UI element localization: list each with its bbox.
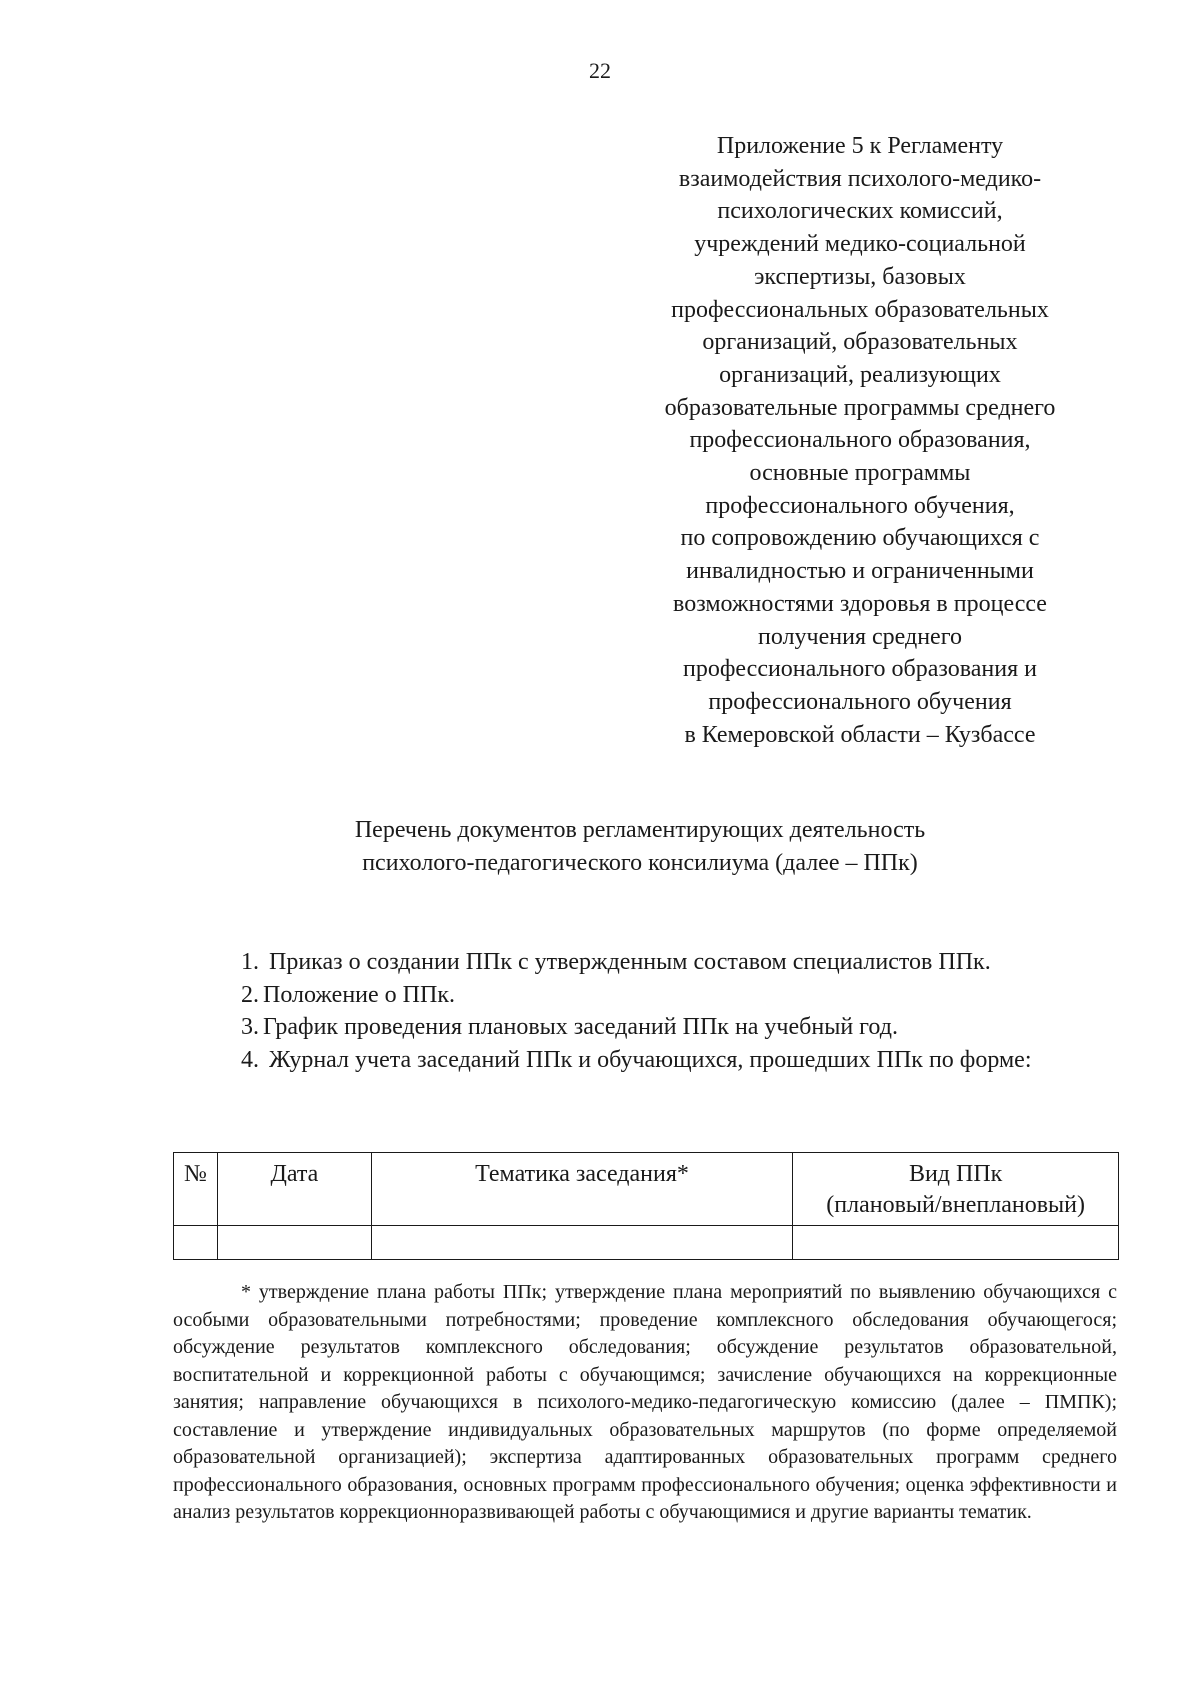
list-item (173, 1011, 1117, 1044)
table-cell (793, 1226, 1119, 1260)
appendix-line: инвалидностью и ограниченными (686, 558, 1034, 585)
appendix-line: профессионального обучения (708, 688, 1012, 715)
list-item-number: 3. (241, 1014, 259, 1040)
list-item-text: Журнал учета заседаний ППк и обучающихся, прошедших ППк по форме: (269, 1046, 1032, 1073)
column-header-topic: Тематика заседания* (371, 1153, 792, 1226)
journal-table (173, 1152, 1119, 1260)
column-header-type (793, 1153, 1119, 1226)
appendix-line: в Кемеровской области – Кузбассе (684, 721, 1036, 748)
appendix-line: психологических комиссий, (717, 198, 1003, 225)
appendix-line: возможностями здоровья в процессе (673, 590, 1047, 617)
list-item-text: Приказ о создании ППк с утвержденным составом специалистов ППк. (269, 949, 991, 975)
appendix-line: профессионального образования и (683, 656, 1037, 683)
appendix-line: основные программы (749, 460, 971, 487)
list-item (173, 1044, 1117, 1077)
list-item-number: 4. (241, 1046, 259, 1073)
list-item-text: Положение о ППк. (263, 981, 455, 1008)
appendix-line: профессионального обучения, (705, 492, 1015, 519)
page-number: 22 (589, 58, 611, 83)
appendix-line: получения среднего (758, 623, 962, 650)
list-item (173, 979, 1117, 1012)
column-header-type-note: (плановый/внеплановый) (826, 1192, 1085, 1218)
appendix-line: Приложение 5 к Регламенту (716, 133, 1004, 159)
column-header-type-label: Вид ППк (908, 1161, 1003, 1187)
footnote: * утверждение плана работы ППк; утверждение плана мероприятий по выявлению обучающихся с особыми образовательными потребностями; проведение комплексного обследования обучающегося; обсуждение результатов комплексного обследования; обсуждение результатов образовательной, воспитательной и коррекционной работы с обучающимся; зачисление обучающихся на коррекционные занятия; направление обучающихся в психолого-медико-педагогическую комиссию (далее – ПМПК); составление и утверждение индивидуальных образовательных маршрутов (по форме определяемой образовательной организацией); экспертиза адаптированных образовательных программ среднего профессионального образования, основных программ профессионального обучения; оценка эффективности и анализ результатов коррекционноразвивающей работы с обучающимися и другие варианты тематик. (173, 1281, 1117, 1523)
appendix-line: организаций, образовательных (702, 329, 1018, 356)
appendix-line: образовательные программы среднего (664, 394, 1056, 421)
appendix-line: по сопровождению обучающихся с (680, 525, 1040, 552)
list-item-number: 1. (241, 949, 259, 975)
table-cell (217, 1226, 371, 1260)
appendix-line: учреждений медико-социальной (694, 231, 1026, 258)
table-cell (371, 1226, 792, 1260)
table-header-row (174, 1153, 1119, 1226)
column-header-date: Дата (217, 1153, 371, 1226)
appendix-line: профессиональных образовательных (671, 296, 1049, 323)
appendix-heading (620, 130, 1100, 751)
list-item (173, 946, 1117, 979)
appendix-line: организаций, реализующих (719, 361, 1001, 388)
table-cell (174, 1226, 218, 1260)
column-header-number: № (174, 1153, 218, 1226)
appendix-line: профессионального образования, (689, 427, 1031, 454)
document-title-line: психолого-педагогического консилиума (далее – ППк) (362, 850, 918, 876)
document-title-line: Перечень документов регламентирующих деятельность (354, 817, 926, 843)
appendix-line: взаимодействия психолого-медико- (678, 165, 1042, 192)
list-item-text: График проведения плановых заседаний ППк на учебный год. (263, 1014, 898, 1040)
appendix-line: экспертизы, базовых (754, 263, 966, 290)
list-item-number: 2. (241, 981, 259, 1008)
document-list (173, 946, 1117, 1076)
table-row (174, 1226, 1119, 1260)
document-title (160, 814, 1120, 880)
